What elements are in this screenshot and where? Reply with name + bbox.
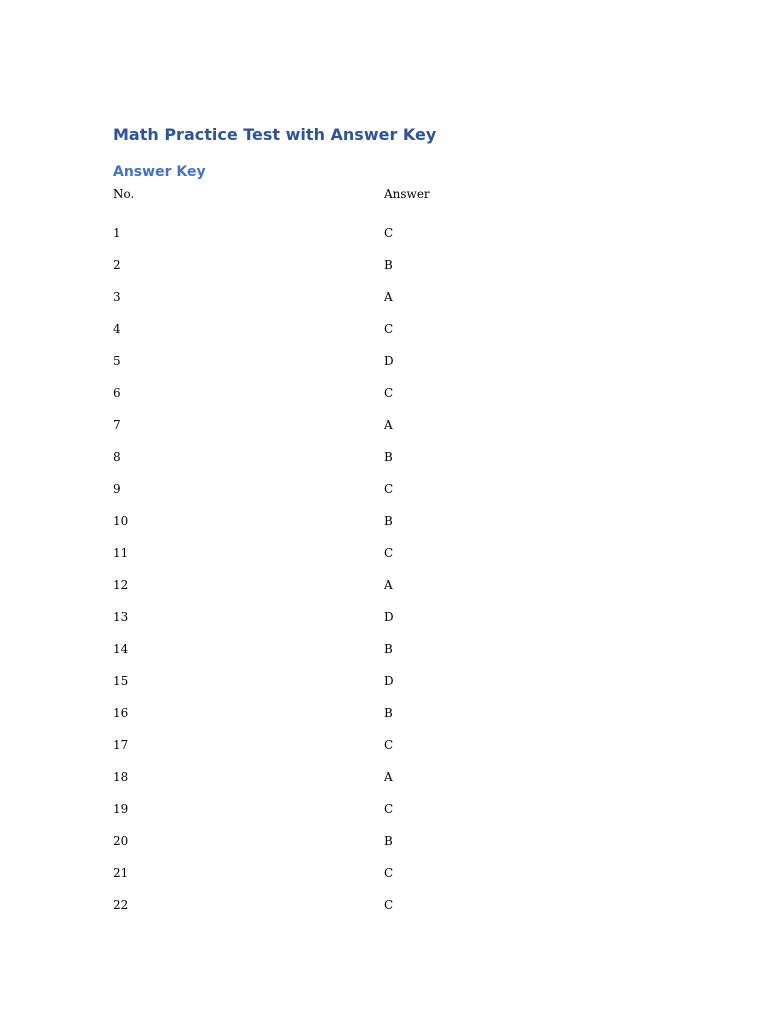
question-number-cell: 18 [113, 770, 129, 784]
section-heading-answer-key: Answer Key [113, 164, 206, 180]
table-row [113, 697, 633, 729]
table-header-row [113, 185, 633, 217]
answer-cell: A [384, 290, 393, 304]
question-number-cell: 4 [113, 322, 121, 336]
answer-cell: C [384, 226, 394, 240]
answer-cell: C [384, 482, 394, 496]
table-row [113, 601, 633, 633]
answer-cell: C [384, 866, 394, 880]
answer-cell: C [384, 738, 394, 752]
question-number-cell: 9 [113, 482, 121, 496]
table-row [113, 857, 633, 889]
question-number-cell: 16 [113, 706, 129, 720]
table-row [113, 793, 633, 825]
answer-cell: B [384, 834, 393, 848]
table-row [113, 569, 633, 601]
page-title: Math Practice Test with Answer Key [113, 125, 437, 144]
answer-cell: C [384, 802, 394, 816]
answer-cell: C [384, 898, 394, 912]
answer-cell: A [384, 578, 393, 592]
column-header-answer: Answer [384, 187, 430, 201]
table-row [113, 409, 633, 441]
answer-key-table [113, 185, 633, 921]
question-number-cell: 5 [113, 354, 121, 368]
answer-cell: D [384, 354, 394, 368]
table-row [113, 633, 633, 665]
answer-cell: B [384, 514, 393, 528]
answer-cell: A [384, 770, 393, 784]
column-header-number: No. [113, 187, 135, 201]
question-number-cell: 12 [113, 578, 129, 592]
question-number-cell: 10 [113, 514, 129, 528]
table-row [113, 761, 633, 793]
answer-cell: D [384, 610, 394, 624]
table-row [113, 217, 633, 249]
answer-cell: B [384, 258, 393, 272]
question-number-cell: 17 [113, 738, 129, 752]
question-number-cell: 21 [113, 866, 129, 880]
question-number-cell: 6 [113, 386, 121, 400]
table-row [113, 377, 633, 409]
table-row [113, 825, 633, 857]
table-row [113, 249, 633, 281]
question-number-cell: 7 [113, 418, 121, 432]
question-number-cell: 11 [113, 546, 129, 560]
question-number-cell: 3 [113, 290, 121, 304]
table-row [113, 281, 633, 313]
table-row [113, 313, 633, 345]
question-number-cell: 20 [113, 834, 129, 848]
answer-cell: D [384, 674, 394, 688]
question-number-cell: 15 [113, 674, 129, 688]
table-row [113, 537, 633, 569]
answer-cell: B [384, 450, 393, 464]
table-row [113, 665, 633, 697]
question-number-cell: 19 [113, 802, 129, 816]
answer-cell: C [384, 386, 394, 400]
table-row [113, 729, 633, 761]
table-row [113, 889, 633, 921]
table-row [113, 345, 633, 377]
answer-rows [113, 217, 633, 921]
question-number-cell: 14 [113, 642, 129, 656]
question-number-cell: 2 [113, 258, 121, 272]
answer-cell: A [384, 418, 393, 432]
question-number-cell: 1 [113, 226, 121, 240]
answer-cell: B [384, 706, 393, 720]
table-row [113, 441, 633, 473]
question-number-cell: 8 [113, 450, 121, 464]
answer-cell: C [384, 546, 394, 560]
answer-cell: C [384, 322, 394, 336]
table-row [113, 473, 633, 505]
question-number-cell: 13 [113, 610, 129, 624]
answer-cell: B [384, 642, 393, 656]
question-number-cell: 22 [113, 898, 129, 912]
table-row [113, 505, 633, 537]
